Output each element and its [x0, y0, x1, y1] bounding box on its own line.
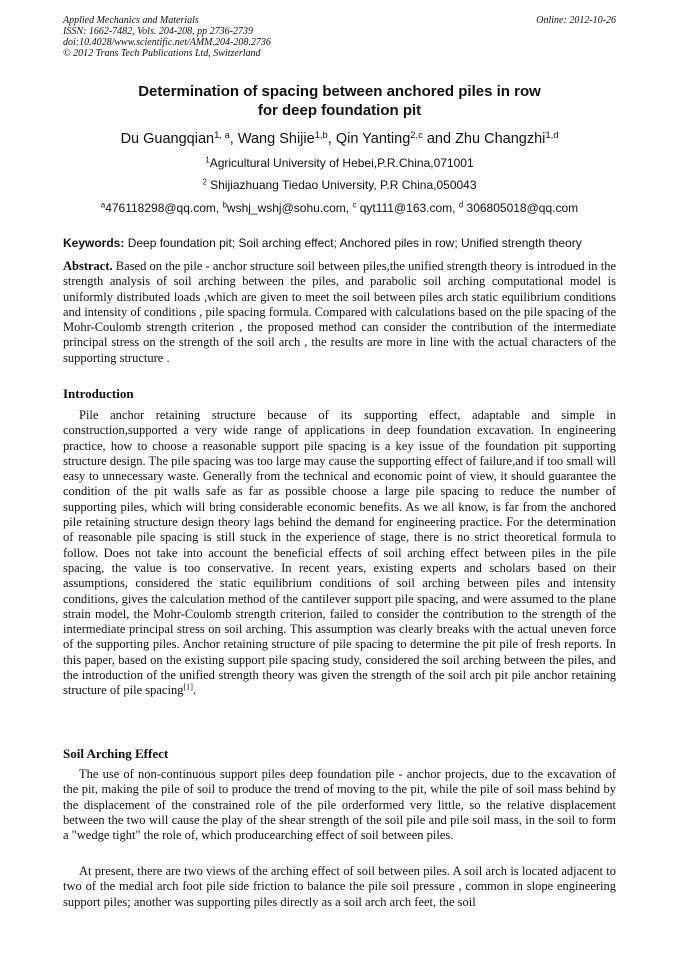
affiliation-sup: 2 [202, 177, 207, 187]
author-sup: 1, a [214, 128, 230, 140]
author-name: Du Guangqian [120, 131, 215, 147]
title-line-1: Determination of spacing between anchored piles in row [138, 83, 541, 100]
issn-line: ISSN: 1662-7482, Vols. 204-208, pp 2736-2739 [63, 26, 253, 37]
email-text[interactable]: 476118298@qq.com, [105, 201, 223, 215]
paper-title [63, 82, 616, 120]
doi-line: doi:10.4028/www.scientific.net/AMM.204-208.2736 [63, 37, 271, 48]
soil-arching-paragraph-2: At present, there are two views of the arching effect of soil between piles. A soil arch is located adjacent to two of the medial arch foot pile side friction to balance the pile soil pressure , common in slope engineering support piles; another was supporting piles directly as a soil arch arch feet, the soil [63, 864, 616, 909]
introduction-paragraph [63, 408, 616, 699]
email-sup: d [458, 200, 464, 210]
abstract-label: Abstract. [63, 259, 113, 273]
affiliation-text: Agricultural University of Hebei,P.R.China,071001 [209, 156, 474, 170]
soil-arching-paragraph-1: The use of non-continuous support piles deep foundation pile - anchor projects, due to the excavation of the pit, making the pile of soil to produce the trend of moving to the pit, while the pile of soil mass behind by the displacement of the constrained role of the pile orderformed very little, so the relative displacement between the two will cause the play of the shear strength of the soil pile and pile soil mass, in the soil to form a "wedge tight" the role of, which producearching effect of soil between piles. [63, 767, 616, 843]
introduction-end: . [192, 683, 197, 698]
email-text[interactable]: qyt111@163.com, [359, 201, 459, 215]
email-text[interactable]: 306805018@qq.com [466, 201, 579, 215]
author-list [63, 130, 616, 148]
author-sup: 1,d [545, 128, 559, 140]
abstract-text: Based on the pile - anchor structure soil between piles,the unified strength theory is introdued in the strength analysis of soil arching between the piles, and parabolic soil arching computational model is uniformly distributed loads ,which are given to meet the soil between piles arch static equilibrium conditions and intensity of conditions , pile spacing formula. Compared with calculations based on the pile spacing of the Mohr-Coulomb strength criterion , the proposed method can consider the contribution of the intermediate principal stress on the strength of the soil arch , the results are more in line with the actual characters of the supporting structure . [63, 259, 616, 365]
keywords-label: Keywords: [63, 236, 125, 250]
abstract [63, 259, 616, 366]
author-sep: , [327, 131, 336, 147]
affiliation-1 [63, 156, 616, 170]
email-sup: c [352, 200, 357, 210]
author-sup: 2,c [410, 128, 423, 140]
author-name: Qin Yanting [335, 131, 411, 147]
email-sup: a [100, 200, 106, 210]
author-sup: 1,b [314, 128, 328, 140]
copyright-line: © 2012 Trans Tech Publications Ltd, Switzerland [63, 48, 261, 59]
author-sep: and [422, 131, 456, 147]
paper-page [63, 0, 616, 959]
affiliation-sup: 1 [205, 155, 210, 165]
keywords [63, 236, 616, 250]
online-date: Online: 2012-10-26 [536, 15, 616, 26]
title-line-2: for deep foundation pit [257, 102, 422, 119]
email-line [63, 201, 616, 215]
citation-ref[interactable]: [1] [183, 682, 193, 692]
author-sep: , [229, 131, 238, 147]
affiliation-2 [63, 178, 616, 192]
journal-header [63, 15, 616, 59]
email-text[interactable]: wshj_wshj@sohu.com, [226, 201, 353, 215]
soil-arching-heading: Soil Arching Effect [63, 746, 169, 761]
affiliation-text: Shijiazhuang Tiedao University, P.R China,050043 [210, 178, 477, 192]
keywords-text: Deep foundation pit; Soil arching effect; Anchored piles in row; Unified strength theory [124, 236, 582, 250]
introduction-heading: Introduction [63, 386, 134, 401]
author-name: Wang Shijie [237, 131, 315, 147]
author-name: Zhu Changzhi [455, 131, 546, 147]
introduction-text: Pile anchor retaining structure because of its supporting effect, adaptable and simple in construction,supported a very wide range of applications in deep foundation excavation. In engineering practice, how to choose a reasonable support pile spacing is a key issue of the foundation pit supporting structure design. The pile spacing was too large may cause the supporting effect of failure,and if too small will easy to unnecessary waste. Generally from the technical and economic point of view, it should guarantee the condition of the pit walls safe as far as possible choose a large pile spacing to reduce the number of supporting piles, which will bring considerable economic benefits. As we all know, is far from the anchored pile retaining structure design theory lags behind the demand for engineering practice. For the determination of reasonable pile spacing is still stuck in the experience of stage, there is no strict theoretical formula to follow. Does not take into account the beneficial effects of soil arching effect between piles in the pile spacing, the value is too conservative. In recent years, existing experts and scholars based on their assumptions, considered the static equilibrium conditions of soil arching between piles and intensity conditions, gives the calculation method of the cantilever support pile spacing, and were assumed to the plane strain model, the Mohr-Coulomb strength criterion, failed to consider the contribution to the strength of the intermediate principal stress on soil arching. This assumption was clearly breaks with the actual uneven force of the supporting piles. Anchor retaining structure of pile spacing to determine the pit pile of fresh reports. In this paper, based on the existing support pile spacing study, considered the soil arching between the piles, and the introduction of the unified strength theory was given the strength of the soil arch pit pile anchor retaining structure of pile spacing [63, 408, 616, 698]
journal-name: Applied Mechanics and Materials [63, 15, 199, 26]
email-sup: b [222, 200, 227, 210]
